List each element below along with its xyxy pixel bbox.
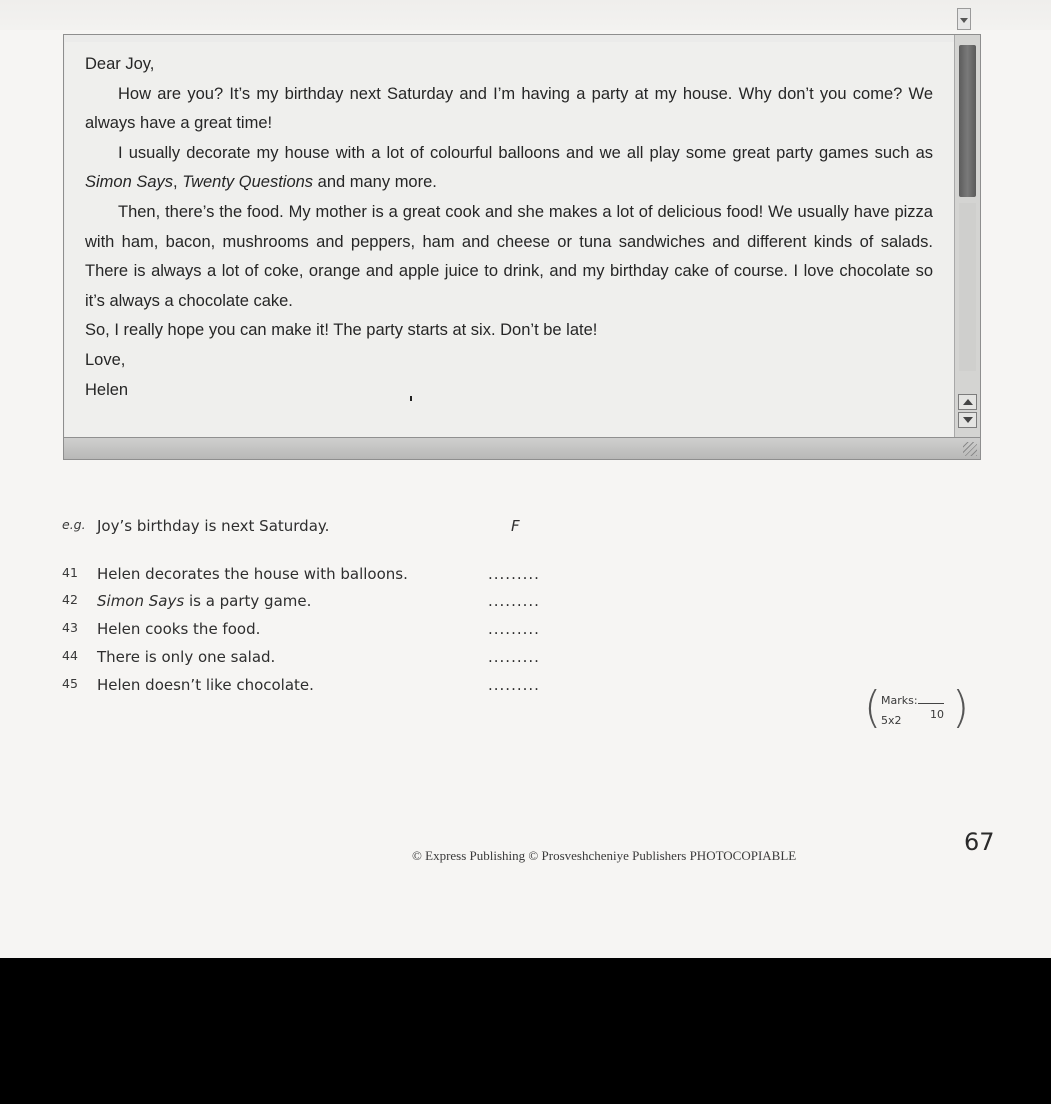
- left-parenthesis: (: [864, 682, 882, 733]
- question-text: Helen decorates the house with balloons.: [97, 565, 408, 583]
- game-name-twenty-questions: Twenty Questions: [182, 173, 314, 192]
- marks-score-line: [918, 703, 944, 704]
- question-text: Simon Says is a party game.: [97, 592, 312, 610]
- page-number: 67: [964, 828, 995, 856]
- scroll-up-arrow-icon[interactable]: [958, 394, 977, 410]
- letter-paragraph-2: I usually decorate my house with a lot of colourful balloons and we all play some great party games such as Simon Says, Twenty Questions and many more.: [85, 143, 933, 192]
- question-example: [62, 517, 582, 541]
- game-name-simon-says: Simon Says: [85, 173, 174, 192]
- answer-blank[interactable]: .........: [488, 676, 540, 694]
- answer-blank[interactable]: .........: [488, 620, 540, 638]
- question-45: [62, 676, 582, 700]
- question-text: Helen cooks the food.: [97, 620, 261, 638]
- scrollbar-thumb[interactable]: [959, 45, 976, 197]
- letter-signature: Helen: [85, 380, 129, 399]
- question-text: Joy’s birthday is next Saturday.: [97, 517, 330, 535]
- answer-blank[interactable]: .........: [488, 565, 540, 583]
- copyright-footer: © Express Publishing © Prosveshcheniye Publishers PHOTOCOPIABLE: [412, 848, 797, 863]
- horizontal-scrollbar[interactable]: [64, 437, 980, 459]
- marks-label: Marks:: [881, 694, 918, 707]
- question-text: There is only one salad.: [97, 648, 276, 666]
- letter-paragraph-3: Then, there’s the food. My mother is a great cook and she makes a lot of delicious food! We usually have pizza with ham, bacon, mushrooms and peppers, ham and cheese or tuna sandwiches and different kinds of salads. There is always a lot of coke, orange and apple juice to drink, and my birthday cake of course. I love chocolate so it’s always a chocolate cake.: [85, 202, 933, 310]
- marks-calculation: 5x2: [881, 714, 902, 727]
- letter-paragraph-4: So, I really hope you can make it! The party starts at six. Don’t be late!: [85, 321, 598, 340]
- previous-window-bottom-edge: [0, 0, 1051, 30]
- marks-box: [864, 682, 970, 736]
- question-number: 43: [62, 620, 78, 635]
- letter-text-area[interactable]: [65, 42, 955, 438]
- question-43: [62, 620, 582, 644]
- question-41: [62, 565, 582, 589]
- scroll-down-arrow-icon[interactable]: [957, 8, 971, 30]
- marks-total: 10: [930, 708, 944, 721]
- example-answer: F: [511, 517, 521, 535]
- letter-paragraph-1: How are you? It’s my birthday next Saturday and I’m having a party at my house. Why don’t you come? We always have a great time!: [85, 84, 933, 133]
- email-window: [63, 34, 981, 460]
- scrollbar-track[interactable]: [959, 203, 976, 371]
- vertical-scrollbar[interactable]: [954, 35, 980, 438]
- resize-grip-icon[interactable]: [963, 442, 977, 456]
- question-number: 41: [62, 565, 78, 580]
- answer-blank[interactable]: .........: [488, 592, 540, 610]
- letter-closing: Love,: [85, 350, 126, 369]
- question-44: [62, 648, 582, 672]
- question-number: 44: [62, 648, 78, 663]
- scroll-down-arrow-icon[interactable]: [958, 412, 977, 428]
- question-number: e.g.: [62, 517, 86, 532]
- text-cursor-icon: [410, 396, 412, 401]
- question-number: 45: [62, 676, 78, 691]
- answer-blank[interactable]: .........: [488, 648, 540, 666]
- question-42: [62, 592, 582, 616]
- letter-greeting: Dear Joy,: [85, 55, 155, 73]
- question-number: 42: [62, 592, 78, 607]
- question-text: Helen doesn’t like chocolate.: [97, 676, 314, 694]
- right-parenthesis: ): [952, 682, 970, 733]
